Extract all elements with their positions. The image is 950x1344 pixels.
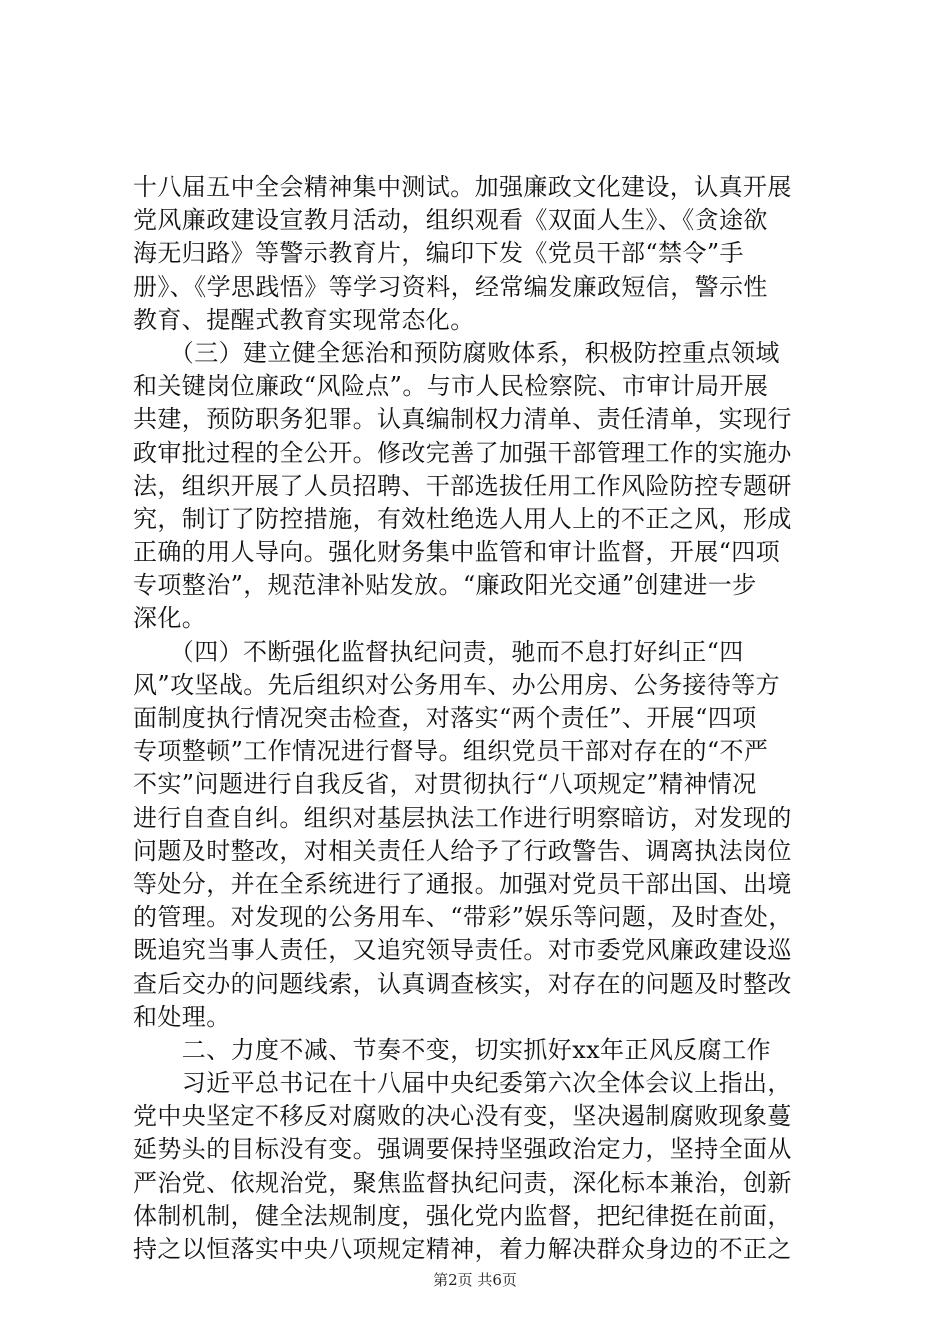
document-body: [133, 171, 833, 1266]
text-line: 册》、《学思践悟》等学习资料，经常编发廉政短信，警示性: [133, 272, 768, 301]
text-line: 专项整顿”工作情况进行督导。组织党员干部对存在的“不严: [133, 737, 769, 766]
text-line: 海无归路》等警示教育片，编印下发《党员干部“禁令”手: [133, 239, 744, 268]
text-line: 党中央坚定不移反对腐败的决心没有变，坚决遏制腐败现象蔓: [133, 1102, 792, 1131]
text-line: 和处理。: [133, 1002, 231, 1031]
text-line: 教育、提醒式教育实现常态化。: [133, 305, 475, 334]
text-line: 党风廉政建设宣教月活动，组织观看《双面人生》、《贪途欲: [133, 206, 768, 235]
text-line: 问题及时整改，对相关责任人给予了行政警告、调离执法岗位: [133, 836, 792, 865]
text-line: （三）建立健全惩治和预防腐败体系，积极防控重点领域: [133, 338, 780, 367]
text-line: 正确的用人导向。强化财务集中监管和审计监督，开展“四项: [133, 538, 781, 567]
page-footer: 第2页 共6页: [433, 1271, 517, 1289]
text-line: 延势头的目标没有变。强调要保持坚强政治定力，坚持全面从: [133, 1135, 792, 1164]
text-line: 深化。: [133, 604, 207, 633]
text-line: 等处分，并在全系统进行了通报。加强对党员干部出国、出境: [133, 869, 792, 898]
text-line: 究，制订了防控措施，有效杜绝选人用人上的不正之风，形成: [133, 504, 792, 533]
text-line: 既追究当事人责任，又追究领导责任。对市委党风廉政建设巡: [133, 936, 792, 965]
text-line: （四）不断强化监督执纪问责，驰而不息打好纠正“四: [133, 637, 744, 666]
text-line: 的管理。对发现的公务用车、“带彩”娱乐等问题，及时查处，: [133, 903, 793, 932]
text-line: 共建，预防职务犯罪。认真编制权力清单、责任清单，实现行: [133, 405, 792, 434]
text-line: 十八届五中全会精神集中测试。加强廉政文化建设，认真开展: [133, 173, 792, 201]
text-line: 进行自查自纠。组织对基层执法工作进行明察暗访，对发现的: [133, 803, 792, 832]
text-line: 法，组织开展了人员招聘、干部选拔任用工作风险防控专题研: [133, 471, 792, 500]
text-line: 习近平总书记在十八届中央纪委第六次全体会议上指出，: [133, 1069, 792, 1098]
text-line: 严治党、依规治党，聚焦监督执纪问责，深化标本兼治，创新: [133, 1168, 792, 1197]
text-line: 查后交办的问题线索，认真调查核实，对存在的问题及时整改: [133, 969, 792, 998]
text-line: 二、力度不减、节奏不变，切实抓好xx年正风反腐工作: [133, 1035, 771, 1064]
text-line: 风”攻坚战。先后组织对公务用车、办公用房、公务接待等方: [133, 670, 781, 699]
text-line: 不实”问题进行自我反省，对贯彻执行“八项规定”精神情况: [133, 770, 757, 799]
text-line: 和关键岗位廉政“风险点”。与市人民检察院、市审计局开展: [133, 372, 769, 401]
text-line: 面制度执行情况突击检查，对落实“两个责任”、开展“四项: [133, 704, 757, 732]
text-line: 专项整治”，规范津补贴发放。“廉政阳光交通”创建进一步: [133, 571, 757, 600]
text-line: 持之以恒落实中央八项规定精神，着力解决群众身边的不正之: [133, 1235, 792, 1263]
text-line: 体制机制，健全法规制度，强化党内监督，把纪律挺在前面，: [133, 1201, 792, 1230]
text-line: 政审批过程的全公开。修改完善了加强干部管理工作的实施办: [133, 438, 792, 467]
